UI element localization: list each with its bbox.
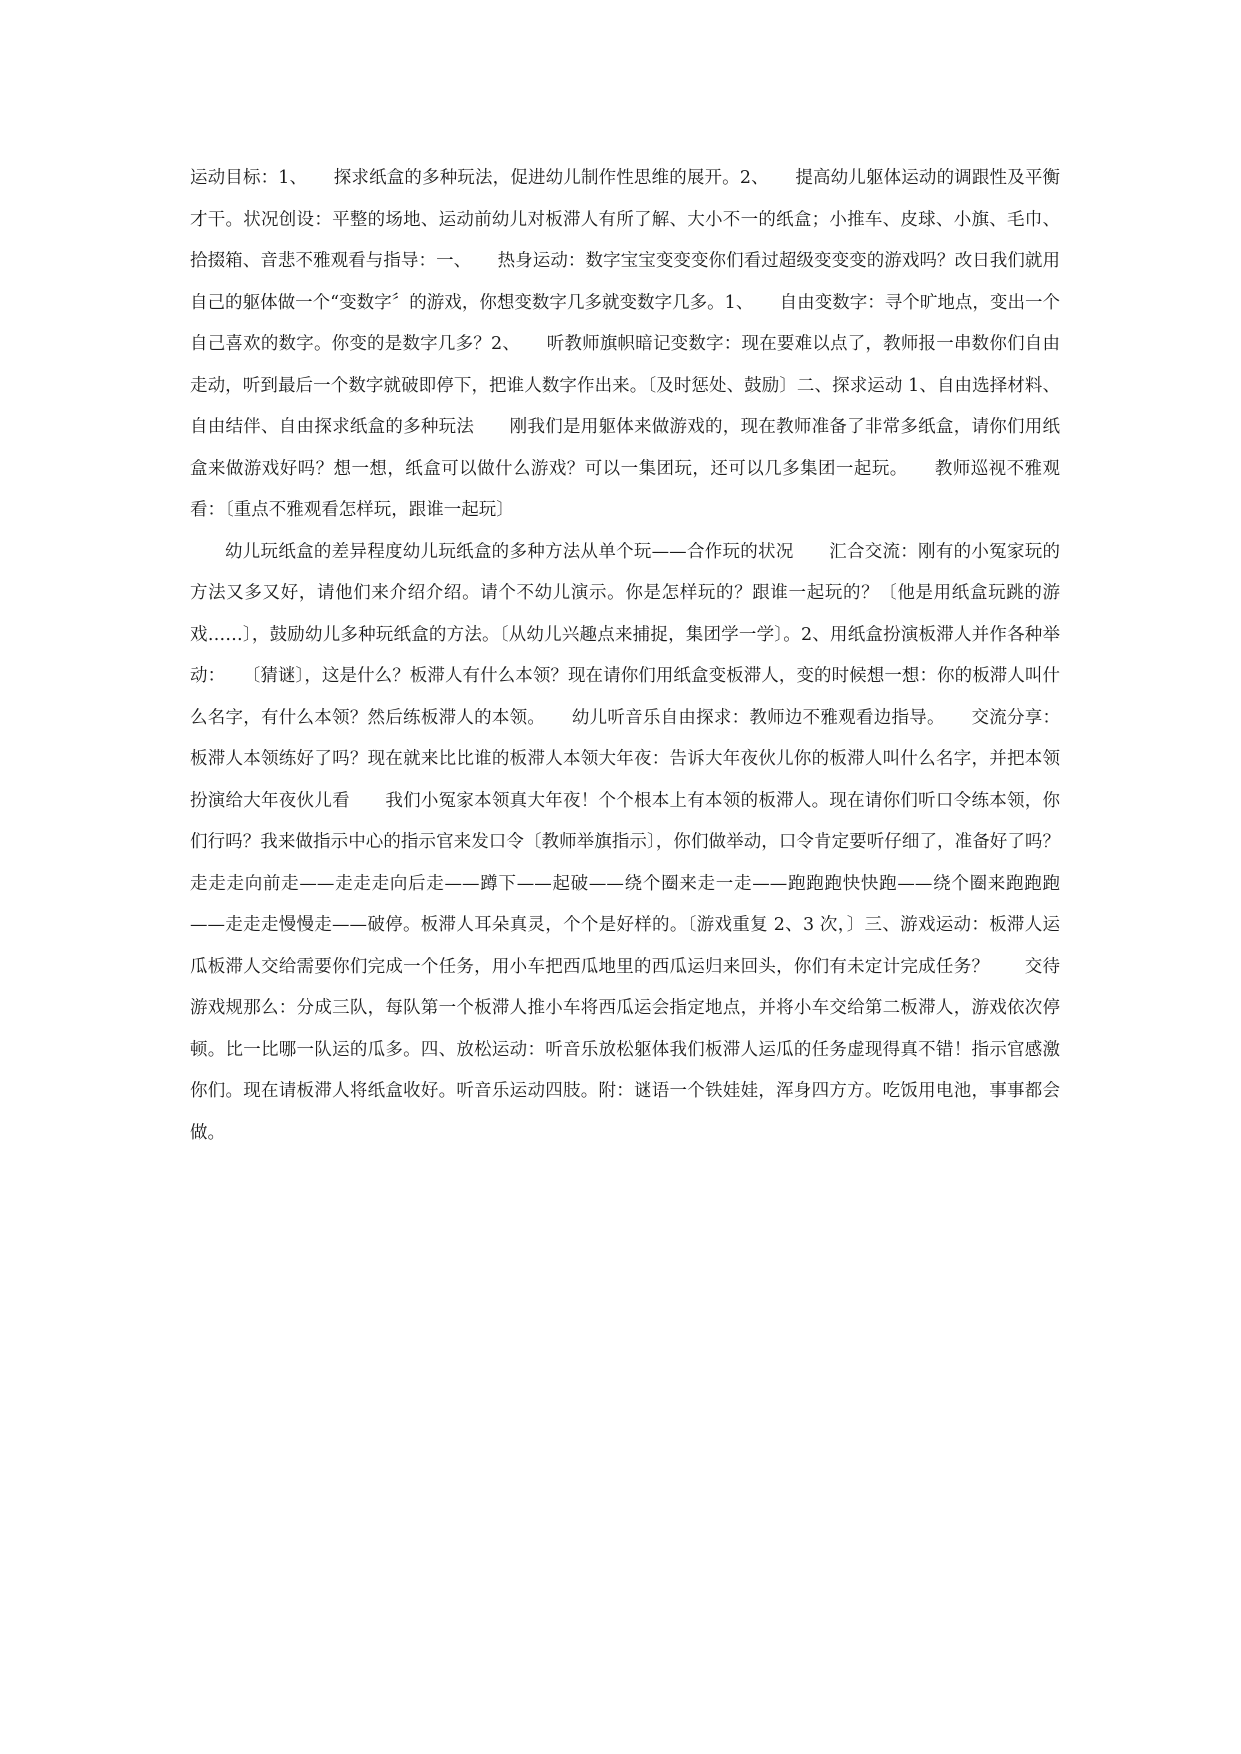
document-body: [190, 158, 1060, 1154]
paragraph-2: 幼儿玩纸盒的差异程度幼儿玩纸盒的多种方法从单个玩——合作玩的状况 汇合交流：刚有的小冤家玩的方法又多又好，请他们来介绍介绍。请个不幼儿演示。你是怎样玩的？跟谁一起玩的？〔他是用纸盒玩跳的游戏……〕，鼓励幼儿多种玩纸盒的方法。〔从幼儿兴趣点来捕捉，集团学一学〕。2、用纸盒扮演板滞人并作各种举动： 〔猜谜〕，这是什么？板滞人有什么本领？现在请你们用纸盒变板滞人，变的时候想一想：你的板滞人叫什么名字，有什么本领？然后练板滞人的本领。 幼儿听音乐自由探求：教师边不雅观看边指导。 交流分享：板滞人本领练好了吗？现在就来比比谁的板滞人本领大年夜：告诉大年夜伙儿你的板滞人叫什么名字，并把本领扮演给大年夜伙儿看 我们小冤家本领真大年夜！个个根本上有本领的板滞人。现在请你们听口令练本领，你们行吗？我来做指示中心的指示官来发口令〔教师举旗指示〕，你们做举动，口令肯定要听仔细了，准备好了吗？走走走向前走——走走走向后走——蹲下——起破——绕个圈来走一走——跑跑跑快快跑——绕个圈来跑跑跑——走走走慢慢走——破停。板滞人耳朵真灵，个个是好样的。〔游戏重复 2、3 次，〕三、游戏运动：板滞人运瓜板滞人交给需要你们完成一个任务，用小车把西瓜地里的西瓜运归来回头，你们有未定计完成任务？ 交待游戏规那么：分成三队，每队第一个板滞人推小车将西瓜运会指定地点，并将小车交给第二板滞人，游戏依次停顿。比一比哪一队运的瓜多。四、放松运动：听音乐放松躯体我们板滞人运瓜的任务虚现得真不错！指示官感激你们。现在请板滞人将纸盒收好。听音乐运动四肢。附：谜语一个铁娃娃，浑身四方方。吃饭用电池，事事都会做。: [190, 541, 1060, 1143]
paragraph-1: 运动目标：1、 探求纸盒的多种玩法，促进幼儿制作性思维的展开。2、 提高幼儿躯体运动的调跟性及平衡才干。状况创设：平整的场地、运动前幼儿对板滞人有所了解、大小不一的纸盒；小推车、皮球、小旗、毛巾、拾掇箱、音悲不雅观看与指导：一、 热身运动：数字宝宝变变变你们看过超级变变变的游戏吗？改日我们就用自己的躯体做一个“变数字〞的游戏，你想变数字几多就变数字几多。1、 自由变数字：寻个旷地点，变出一个自己喜欢的数字。你变的是数字几多？2、 听教师旗帜暗记变数字：现在要难以点了，教师报一串数你们自由走动，听到最后一个数字就破即停下，把谁人数字作出来。〔及时惩处、鼓励〕二、探求运动 1、自由选择材料、自由结伴、自由探求纸盒的多种玩法 刚我们是用躯体来做游戏的，现在教师准备了非常多纸盒，请你们用纸盒来做游戏好吗？想一想，纸盒可以做什么游戏？可以一集团玩，还可以几多集团一起玩。 教师巡视不雅观看：〔重点不雅观看怎样玩，跟谁一起玩〕: [190, 168, 1060, 520]
